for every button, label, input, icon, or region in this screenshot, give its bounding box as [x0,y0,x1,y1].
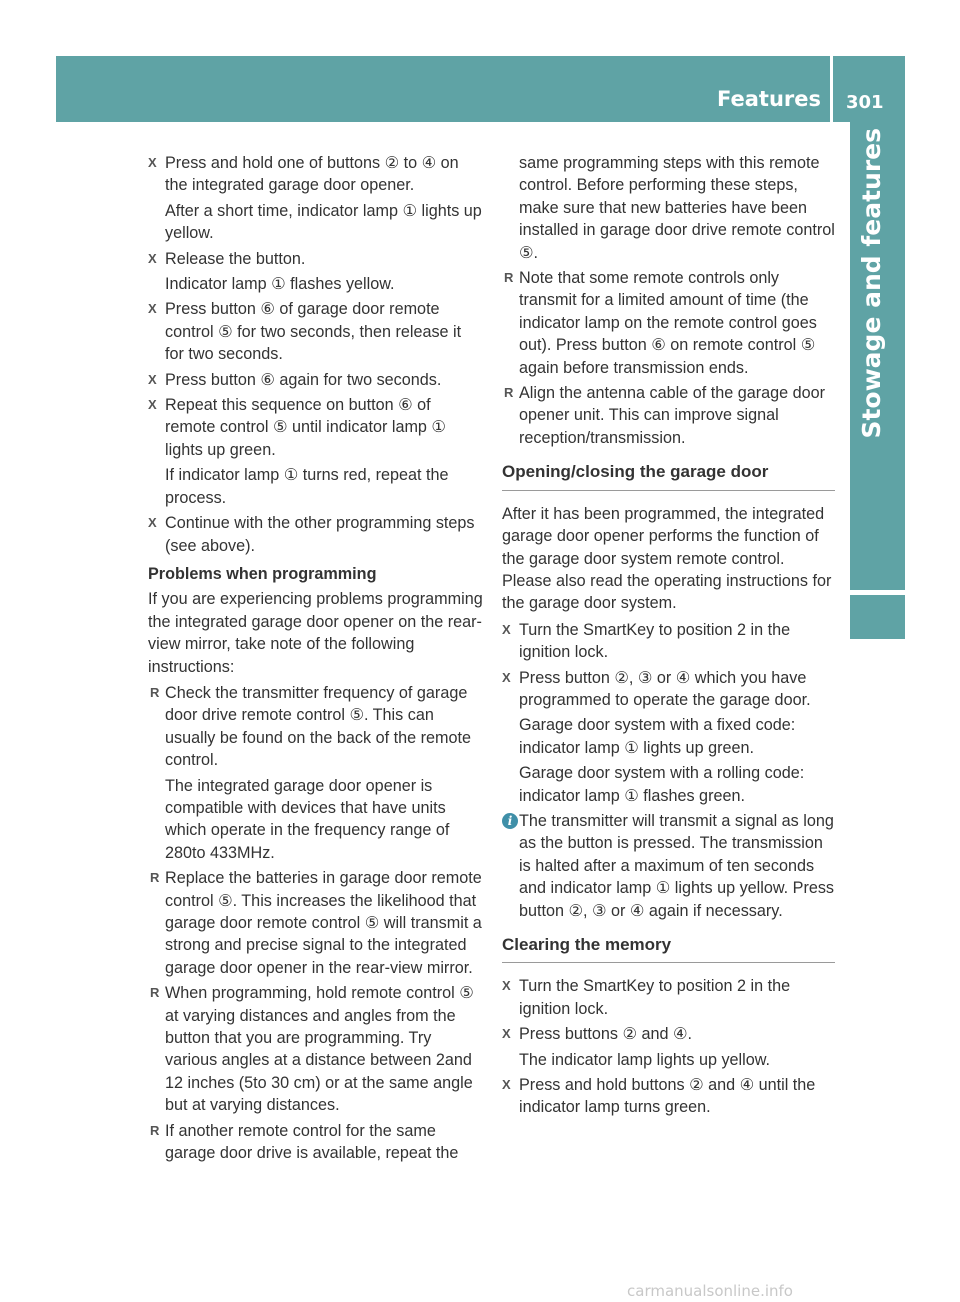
instruction-note: Indicator lamp ① flashes yellow. [165,275,395,294]
bullet-item: R Check the transmitter frequency of garage door drive remote control ⑤. This can usually be found on the back of the remote control. [148,682,483,772]
instruction-step: X Press button ⑥ of garage door remote control ⑤ for two seconds, then release it for two seconds. [148,298,483,365]
header-title: Features [717,87,821,111]
instruction-step: X Continue with the other programming steps (see above). [148,512,483,557]
paragraph: After it has been programmed, the integrated garage door opener performs the function of the garage door system remote control. Please also read the operating instructions for the garage door system. [502,504,832,613]
section-heading: Clearing the memory [502,934,835,963]
bullet-item: R Align the antenna cable of the garage door opener unit. This can improve signal reception/transmission. [502,382,835,449]
side-tab-marker [850,595,905,639]
side-tab-label: Stowage and features [857,128,887,439]
subheading: Problems when programming [148,564,377,583]
page-header [56,56,905,122]
page-number: 301 [846,92,884,113]
bullet-item: R Replace the batteries in garage door remote control ⑤. This increases the likelihood that garage door remote control ⑤ will transmit a strong and precise signal to the integrated garage door opener in the rear-view mirror. [148,867,483,979]
footer-watermark: carmanualsonline.info [627,1282,793,1300]
instruction-step: X Turn the SmartKey to position 2 in the ignition lock. [502,619,835,664]
instruction-note: same programming steps with this remote control. Before performing these steps, make sure that new batteries have been installed in garage door drive remote control ⑤. [519,154,835,262]
instruction-step: X Press and hold one of buttons ② to ④ on the integrated garage door opener. [148,152,483,197]
section-heading: Opening/closing the garage door [502,461,835,490]
instruction-step: X Press button ②, ③ or ④ which you have programmed to operate the garage door. [502,667,835,712]
instruction-note: Garage door system with a fixed code: indicator lamp ① lights up green. [519,716,796,757]
instruction-note: Garage door system with a rolling code: indicator lamp ① flashes green. [519,764,805,805]
instruction-note: The integrated garage door opener is compatible with devices that have units which operate in the frequency range of 280to 433MHz. [165,776,450,862]
instruction-step: X Release the button. [148,248,483,270]
instruction-step: X Turn the SmartKey to position 2 in the ignition lock. [502,975,835,1020]
bullet-item: R When programming, hold remote control ⑤ at varying distances and angles from the button that you are programming. Try various angles at a distance between 2and 12 inches (5to 30 cm) or at the same angle but at varying distances. [148,982,483,1116]
header-divider [830,56,833,122]
bullet-item: R Note that some remote controls only transmit for a limited amount of time (the indicator lamp on the remote control goes out). Press button ⑥ on remote control ⑤ again before transmission ends. [502,267,835,379]
instruction-step: X Press buttons ② and ④. [502,1023,835,1045]
instruction-step: X Repeat this sequence on button ⑥ of remote control ⑤ until indicator lamp ① lights up green. [148,394,483,461]
paragraph: If you are experiencing problems programming the integrated garage door opener on the rear-view mirror, take note of the following instructions: [148,590,483,676]
right-column [502,152,835,1122]
instruction-step: X Press and hold buttons ② and ④ until the indicator lamp turns green. [502,1074,835,1119]
info-icon: i [502,813,518,829]
instruction-step: X Press button ⑥ again for two seconds. [148,369,483,391]
instruction-note: The indicator lamp lights up yellow. [519,1050,771,1069]
instruction-note: If indicator lamp ① turns red, repeat the process. [165,466,449,507]
bullet-item: R If another remote control for the same garage door drive is available, repeat the [148,1120,483,1165]
info-text: The transmitter will transmit a signal as long as the button is pressed. The transmission is halted after a maximum of ten seconds and indicator lamp ① lights up yellow. Press button ②, ③ or ④ again if necessary. [519,811,835,920]
left-column [148,152,483,1167]
info-note [502,810,835,922]
instruction-note: After a short time, indicator lamp ① lights up yellow. [165,201,482,243]
